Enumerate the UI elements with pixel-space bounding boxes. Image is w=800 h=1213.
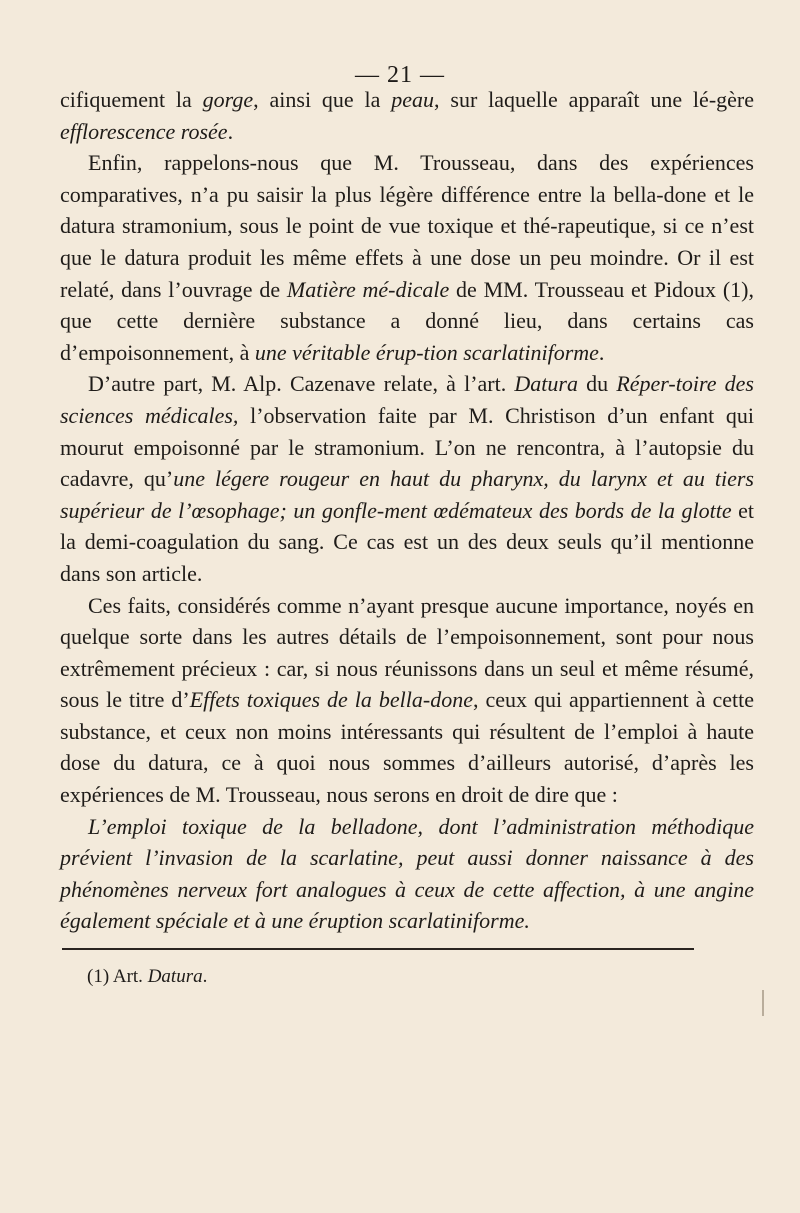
p5-text-a: L’emploi toxique de la belladone, dont l’administration méthodique prévient l’invasion de la scarlatine, peut aussi donner naissance à des phénomènes nerveux fort analogues à ceux de cette affection, à une angine également spéciale et à une éruption scarlatiniforme. — [60, 813, 754, 934]
footnote-divider — [62, 948, 694, 950]
footnote-text-a: (1) Art. — [87, 966, 148, 987]
p3-text-e: l’observation faite par M. Christison d’un enfant qui mourut empoisonné par le stramonium. L’on ne rencontra, à l’autopsie du cadavre, qu’ — [60, 402, 754, 492]
p2-text-a: Enfin, rappelons-nous que M. Trousseau, dans des expériences comparatives, n’a pu saisir la plus légère différence entre la bella-done et le datura stramonium, sous le point de vue toxique et thé-rapeutique, si ce n’est que le datura produit les même effets à une dose un peu moindre. Or il est relaté, dans l’ouvrage de — [60, 150, 754, 302]
paragraph-4 — [60, 590, 754, 811]
p3-text-c: du — [577, 371, 617, 397]
p3-text-f: une légere rougeur en haut du pharynx, du larynx et au tiers supérieur de l’œsophage; un gonfle-ment œdémateux des bords de la glotte — [60, 466, 754, 523]
p3-text-g: et la demi-coagulation du sang. Ce cas est un des deux seuls qu’il mentionne dans son article. — [60, 497, 754, 586]
page-number: — 21 — — [355, 62, 445, 88]
p1-text-d: peau — [391, 87, 435, 112]
p2-text-c: de MM. Trousseau et Pidoux (1), que cette dernière substance a donné lieu, dans certains cas d’empoisonnement, à — [60, 276, 754, 365]
p1-text-c: , ainsi que la — [253, 87, 392, 112]
p1-text-e: , sur laquelle apparaît une lé-gère — [434, 87, 754, 112]
paragraph-1 — [60, 84, 754, 147]
p2-text-d: une véritable érup-tion scarlatiniforme — [254, 339, 599, 365]
p2-text-e: . — [598, 339, 605, 365]
p4-text-b: Effets toxiques de la bella-done — [189, 687, 473, 713]
p4-text-c: , ceux qui appartiennent à cette substance, et ceux non moins intéressants qui résultent de l’emploi à haute dose du datura, ce à quoi nous sommes d’ailleurs autorisé, d’après les expériences de M. Trousseau, nous serons en droit de dire que : — [60, 687, 754, 808]
p1-text-f: efflorescence rosée — [60, 118, 228, 144]
p1-text-a: cifiquement la — [60, 87, 203, 112]
paragraph-5 — [60, 811, 754, 937]
body-text — [60, 84, 754, 937]
paragraph-3 — [60, 368, 754, 589]
paragraph-2 — [60, 147, 754, 368]
p1-text-g: . — [227, 118, 234, 144]
p4-text-a: Ces faits, considérés comme n’ayant presque aucune importance, noyés en quelque sorte dans les autres détails de l’empoisonnement, sont pour nous extrêmement précieux : car, si nous réunissons dans un seul et même résumé, sous le titre d’ — [60, 592, 754, 713]
p3-text-b: Datura — [514, 371, 578, 397]
footnote-text-b: Datura — [147, 966, 203, 987]
p3-text-d: Réper-toire des sciences médicales, — [60, 371, 754, 428]
p2-text-b: Matière mé-dicale — [286, 276, 450, 302]
footnote — [87, 965, 207, 989]
p3-text-a: D’autre part, M. Alp. Cazenave relate, à l’art. — [88, 371, 515, 397]
margin-mark — [762, 990, 764, 1016]
footnote-text-c: . — [202, 966, 208, 987]
p1-text-b: gorge — [202, 87, 254, 112]
